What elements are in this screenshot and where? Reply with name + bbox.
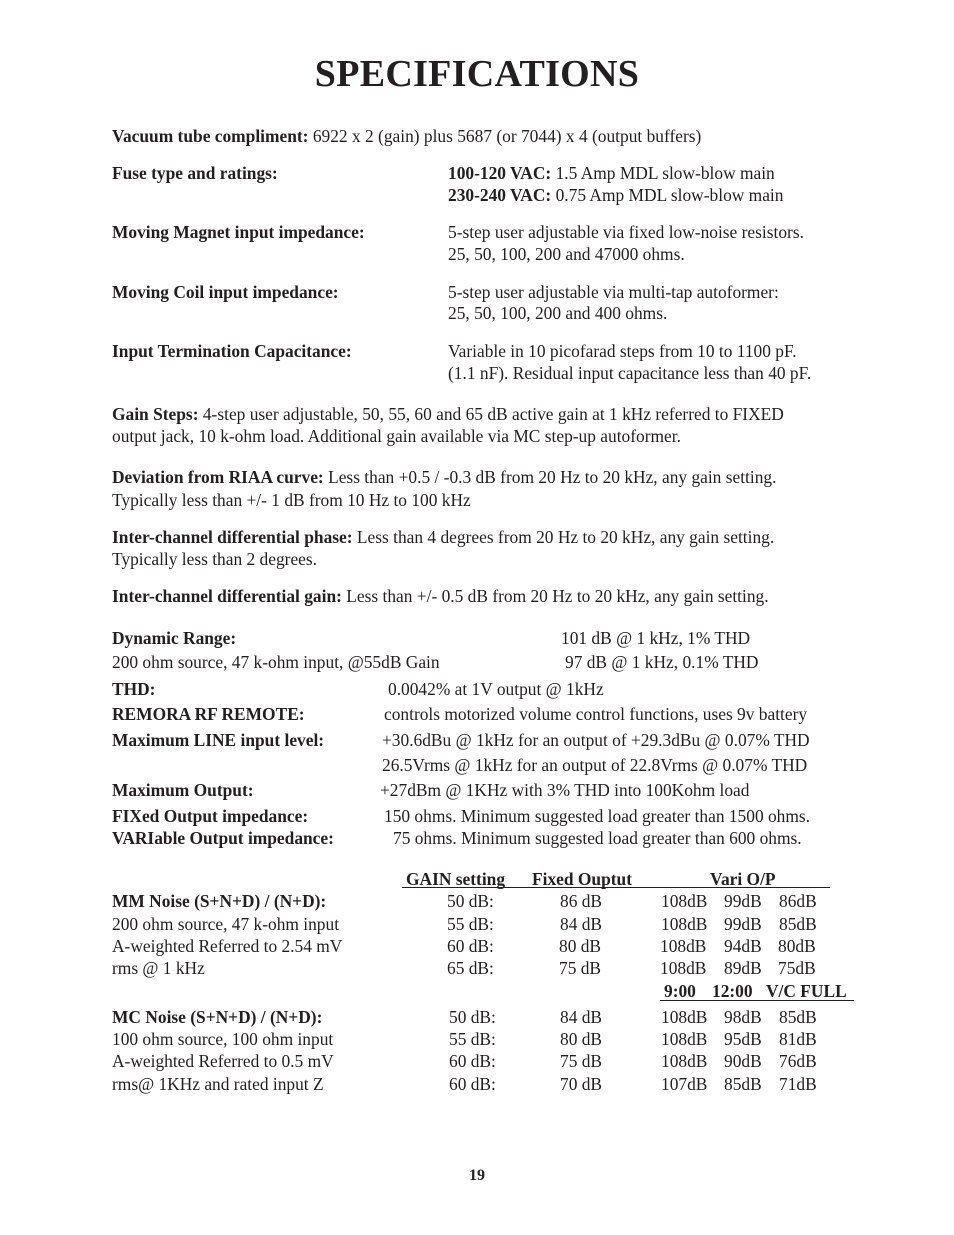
mm-noise-condition: A-weighted Referred to 2.54 mV (112, 936, 343, 956)
spec-label: Deviation from RIAA curve: (112, 467, 324, 487)
remote-label: REMORA RF REMOTE: (112, 704, 305, 724)
mm-impedance-line-1: 5-step user adjustable via fixed low-noise resistors. (448, 222, 804, 242)
capacitance-label: Input Termination Capacitance: (112, 341, 352, 361)
fuse-line-1 (448, 162, 775, 184)
vc-header-900: 9:00 (664, 981, 696, 1001)
mm-vari-cell: 94dB (724, 936, 762, 956)
mc-gain-cell: 50 dB: (449, 1007, 496, 1027)
mm-vari-cell: 108dB (661, 914, 708, 934)
capacitance-line-1: Variable in 10 picofarad steps from 10 to 1100 pF. (448, 341, 797, 361)
dynamic-range-label: Dynamic Range: (112, 628, 237, 648)
vc-header-1200: 12:00 (712, 981, 753, 1001)
thd-value: 0.0042% at 1V output @ 1kHz (388, 679, 604, 699)
mm-vari-cell: 108dB (661, 891, 708, 911)
differential-gain-spec (112, 585, 769, 607)
dynamic-range-condition: 200 ohm source, 47 k-ohm input, @55dB Gain (112, 652, 440, 672)
mm-impedance-line-2: 25, 50, 100, 200 and 47000 ohms. (448, 244, 685, 264)
mc-impedance-line-2: 25, 50, 100, 200 and 400 ohms. (448, 303, 668, 323)
spec-label: Gain Steps: (112, 404, 199, 424)
spec-label: Vacuum tube compliment: (112, 126, 309, 146)
fuse-line-2 (448, 184, 783, 206)
fuse-voltage-label: 230-240 VAC: (448, 185, 552, 205)
header-gain-setting: GAIN setting (406, 869, 506, 889)
header-vari-output: Vari O/P (710, 869, 776, 889)
mc-gain-cell: 55 dB: (449, 1029, 496, 1049)
mc-gain-cell: 60 dB: (449, 1074, 496, 1094)
mm-gain-cell: 65 dB: (447, 958, 494, 978)
spec-label: Inter-channel differential gain: (112, 586, 342, 606)
mc-vari-cell: 108dB (661, 1029, 708, 1049)
phase-line-2: Typically less than 2 degrees. (112, 549, 317, 569)
mc-vari-cell: 108dB (661, 1051, 708, 1071)
mm-gain-cell: 55 dB: (447, 914, 494, 934)
spec-value: 6922 x 2 (gain) plus 5687 (or 7044) x 4 (output buffers) (312, 126, 702, 146)
spec-value: Less than 4 degrees from 20 Hz to 20 kHz, any gain setting. (356, 527, 775, 547)
riaa-line-2: Typically less than +/- 1 dB from 10 Hz to 100 kHz (112, 490, 471, 510)
spec-value: Less than +/- 0.5 dB from 20 Hz to 20 kHz, any gain setting. (346, 586, 769, 606)
fixed-output-label: FIXed Output impedance: (112, 806, 309, 826)
mc-noise-condition: 100 ohm source, 100 ohm input (112, 1029, 334, 1049)
mc-noise-title: MC Noise (S+N+D) / (N+D): (112, 1007, 323, 1027)
remote-value: controls motorized volume control functions, uses 9v battery (384, 704, 808, 724)
max-line-label: Maximum LINE input level: (112, 730, 325, 750)
mc-vari-cell: 81dB (779, 1029, 817, 1049)
dynamic-range-value-2: 97 dB @ 1 kHz, 0.1% THD (565, 652, 759, 672)
max-output-label: Maximum Output: (112, 780, 254, 800)
page-title: SPECIFICATIONS (314, 53, 640, 95)
mc-noise-condition: rms@ 1KHz and rated input Z (112, 1074, 324, 1094)
fuse-voltage-label: 100-120 VAC: (448, 163, 552, 183)
mm-noise-title: MM Noise (S+N+D) / (N+D): (112, 891, 327, 911)
fuse-label: Fuse type and ratings: (112, 163, 278, 183)
vacuum-tube-spec (112, 125, 701, 147)
mc-fixed-cell: 75 dB (560, 1051, 603, 1071)
mm-fixed-cell: 84 dB (560, 914, 603, 934)
mm-noise-condition: 200 ohm source, 47 k-ohm input (112, 914, 340, 934)
phase-line-1 (112, 526, 774, 548)
header-fixed-output: Fixed Ouptut (532, 869, 633, 889)
fuse-rating: 0.75 Amp MDL slow-blow main (555, 185, 784, 205)
mm-vari-cell: 99dB (724, 891, 762, 911)
mc-impedance-label: Moving Coil input impedance: (112, 282, 339, 302)
mm-vari-cell: 108dB (660, 958, 707, 978)
mm-fixed-cell: 75 dB (559, 958, 602, 978)
spec-value: Less than +0.5 / -0.3 dB from 20 Hz to 20 kHz, any gain setting. (328, 467, 777, 487)
mc-noise-condition: A-weighted Referred to 0.5 mV (112, 1051, 334, 1071)
capacitance-line-2: (1.1 nF). Residual input capacitance less than 40 pF. (448, 363, 812, 383)
mc-vari-cell: 76dB (779, 1051, 817, 1071)
mc-vari-cell: 108dB (661, 1007, 708, 1027)
dynamic-range-value-1: 101 dB @ 1 kHz, 1% THD (561, 628, 751, 648)
mm-gain-cell: 50 dB: (447, 891, 494, 911)
mm-vari-cell: 99dB (724, 914, 762, 934)
mm-noise-condition: rms @ 1 kHz (112, 958, 205, 978)
mm-fixed-cell: 86 dB (560, 891, 603, 911)
mc-vari-cell: 71dB (779, 1074, 817, 1094)
page-number: 19 (469, 1167, 485, 1184)
mc-gain-cell: 60 dB: (449, 1051, 496, 1071)
spec-value: 4-step user adjustable, 50, 55, 60 and 65 dB active gain at 1 kHz referred to FIXED (202, 404, 784, 424)
mc-vari-cell: 95dB (724, 1029, 762, 1049)
mc-fixed-cell: 84 dB (560, 1007, 603, 1027)
spec-label: Inter-channel differential phase: (112, 527, 353, 547)
max-line-value-1: +30.6dBu @ 1kHz for an output of +29.3dBu @ 0.07% THD (382, 730, 810, 750)
mm-gain-cell: 60 dB: (447, 936, 494, 956)
mm-vari-cell: 108dB (660, 936, 707, 956)
thd-label: THD: (112, 679, 156, 699)
mm-vari-cell: 75dB (778, 958, 816, 978)
mm-vari-cell: 85dB (779, 914, 817, 934)
mc-fixed-cell: 70 dB (560, 1074, 603, 1094)
max-output-value: +27dBm @ 1KHz with 3% THD into 100Kohm load (380, 780, 750, 800)
fixed-output-value: 150 ohms. Minimum suggested load greater than 1500 ohms. (384, 806, 811, 826)
max-line-value-2: 26.5Vrms @ 1kHz for an output of 22.8Vrms @ 0.07% THD (382, 755, 808, 775)
mc-vari-cell: 90dB (724, 1051, 762, 1071)
riaa-line-1 (112, 466, 776, 488)
mc-impedance-line-1: 5-step user adjustable via multi-tap autoformer: (448, 282, 779, 302)
variable-output-label: VARIable Output impedance: (112, 828, 334, 848)
mm-impedance-label: Moving Magnet input impedance: (112, 222, 365, 242)
mm-fixed-cell: 80 dB (559, 936, 602, 956)
mc-vari-cell: 98dB (724, 1007, 762, 1027)
variable-output-value: 75 ohms. Minimum suggested load greater than 600 ohms. (393, 828, 802, 848)
mm-vari-cell: 80dB (778, 936, 816, 956)
fuse-rating: 1.5 Amp MDL slow-blow main (555, 163, 775, 183)
mc-vari-cell: 85dB (724, 1074, 762, 1094)
mc-vari-cell: 85dB (779, 1007, 817, 1027)
mm-vari-cell: 89dB (724, 958, 762, 978)
vc-header-full: V/C FULL (766, 981, 847, 1001)
gain-steps-line-1 (112, 403, 784, 425)
mm-vari-cell: 86dB (779, 891, 817, 911)
gain-steps-line-2: output jack, 10 k-ohm load. Additional gain available via MC step-up autoformer. (112, 426, 681, 446)
mc-vari-cell: 107dB (661, 1074, 708, 1094)
mc-fixed-cell: 80 dB (560, 1029, 603, 1049)
